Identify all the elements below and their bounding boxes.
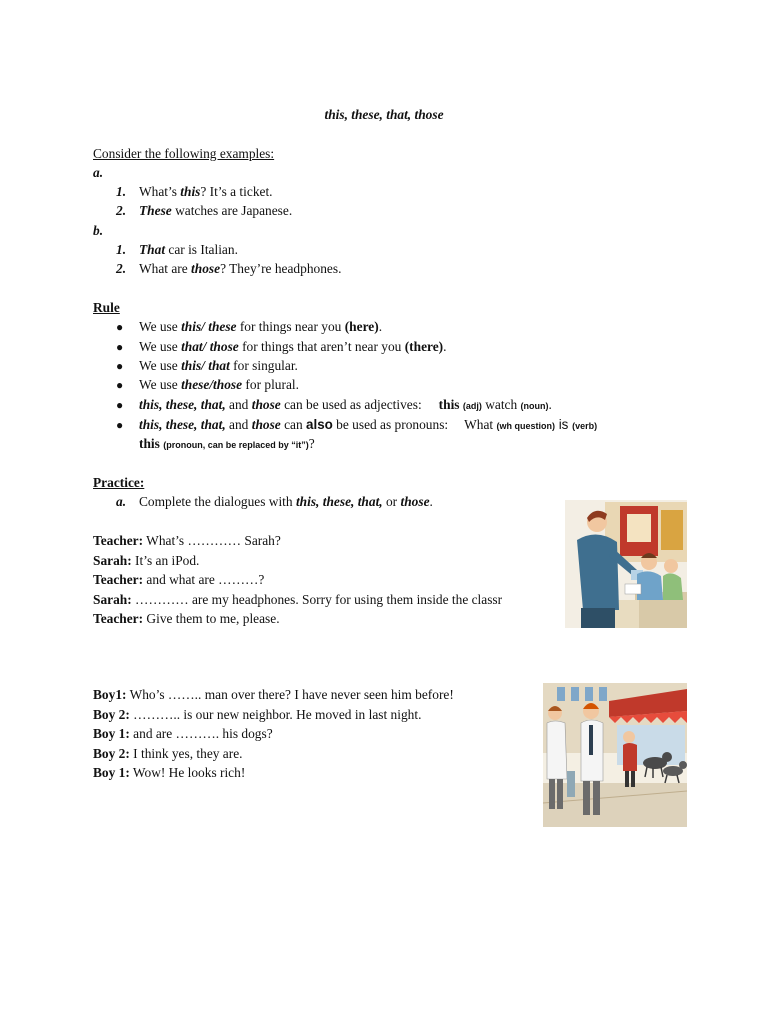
dialogue-line: Teacher: What’s ………… Sarah? xyxy=(93,533,281,548)
practice-instruction: Complete the dialogues with this, these, that, or those. xyxy=(139,494,433,509)
dialogue-line: Teacher: Give them to me, please. xyxy=(93,611,280,626)
bullet-icon: ● xyxy=(116,418,124,432)
practice-heading: Practice: xyxy=(93,475,145,490)
dialogue-line: Boy 1: and are ………. his dogs? xyxy=(93,726,273,741)
rule-item-5: this, these, that, and those can be used as adjectives: this (adj) watch (noun). xyxy=(139,397,552,412)
bullet-icon: ● xyxy=(116,340,124,354)
dialogue-line: Teacher: and what are ………? xyxy=(93,572,265,587)
bullet-icon: ● xyxy=(116,320,124,334)
group-a-item-2: These watches are Japanese. xyxy=(139,203,293,218)
group-a-letter: a. xyxy=(93,165,104,180)
dialogue-line: Boy 2: I think yes, they are. xyxy=(93,745,243,761)
dialogue-line: Sarah: It’s an iPod. xyxy=(93,552,200,568)
group-b-item-1-num: 1. xyxy=(116,242,127,257)
bullet-icon: ● xyxy=(116,378,124,392)
rule-item-2: We use that/ those for things that aren’t near you (there). xyxy=(139,339,447,354)
bullet-icon: ● xyxy=(116,359,124,373)
dialogue-line: Boy1: Who’s …….. man over there? I have never seen him before! xyxy=(93,687,454,702)
classroom-illustration xyxy=(565,500,687,628)
street-illustration xyxy=(543,683,687,827)
group-a-item-1-num: 1. xyxy=(116,184,127,199)
practice-letter: a. xyxy=(116,494,127,509)
group-b-letter: b. xyxy=(93,223,104,238)
rule-item-6-cont: this (pronoun, can be replaced by “it”)? xyxy=(139,436,315,451)
group-b-item-1: That car is Italian. xyxy=(139,242,238,257)
group-a-item-1: What’s this? It’s a ticket. xyxy=(139,184,273,199)
rule-item-3: We use this/ that for singular. xyxy=(139,358,298,373)
rule-item-6: this, these, that, and those can also be used as pronouns: What (wh question) is (verb) xyxy=(139,417,598,432)
rule-item-4: We use these/those for plural. xyxy=(139,377,299,392)
rule-heading: Rule xyxy=(93,300,120,315)
dialogue-line: Sarah: ………… are my headphones. Sorry for using them inside the classr xyxy=(93,591,503,607)
rule-item-1: We use this/ these for things near you (here). xyxy=(139,319,383,334)
intro-heading: Consider the following examples: xyxy=(93,146,275,161)
dialogue-line: Boy 1: Wow! He looks rich! xyxy=(93,765,246,780)
page-title: this, these, that, those xyxy=(324,107,444,122)
dialogue-1 xyxy=(93,531,565,629)
dialogue-line: Boy 2: ……….. is our new neighbor. He moved in last night. xyxy=(93,706,422,722)
group-b-item-2-num: 2. xyxy=(116,261,127,276)
bullet-icon: ● xyxy=(116,398,124,412)
group-b-item-2: What are those? They’re headphones. xyxy=(139,261,342,276)
dialogue-2 xyxy=(93,685,541,783)
group-a-item-2-num: 2. xyxy=(116,203,127,218)
